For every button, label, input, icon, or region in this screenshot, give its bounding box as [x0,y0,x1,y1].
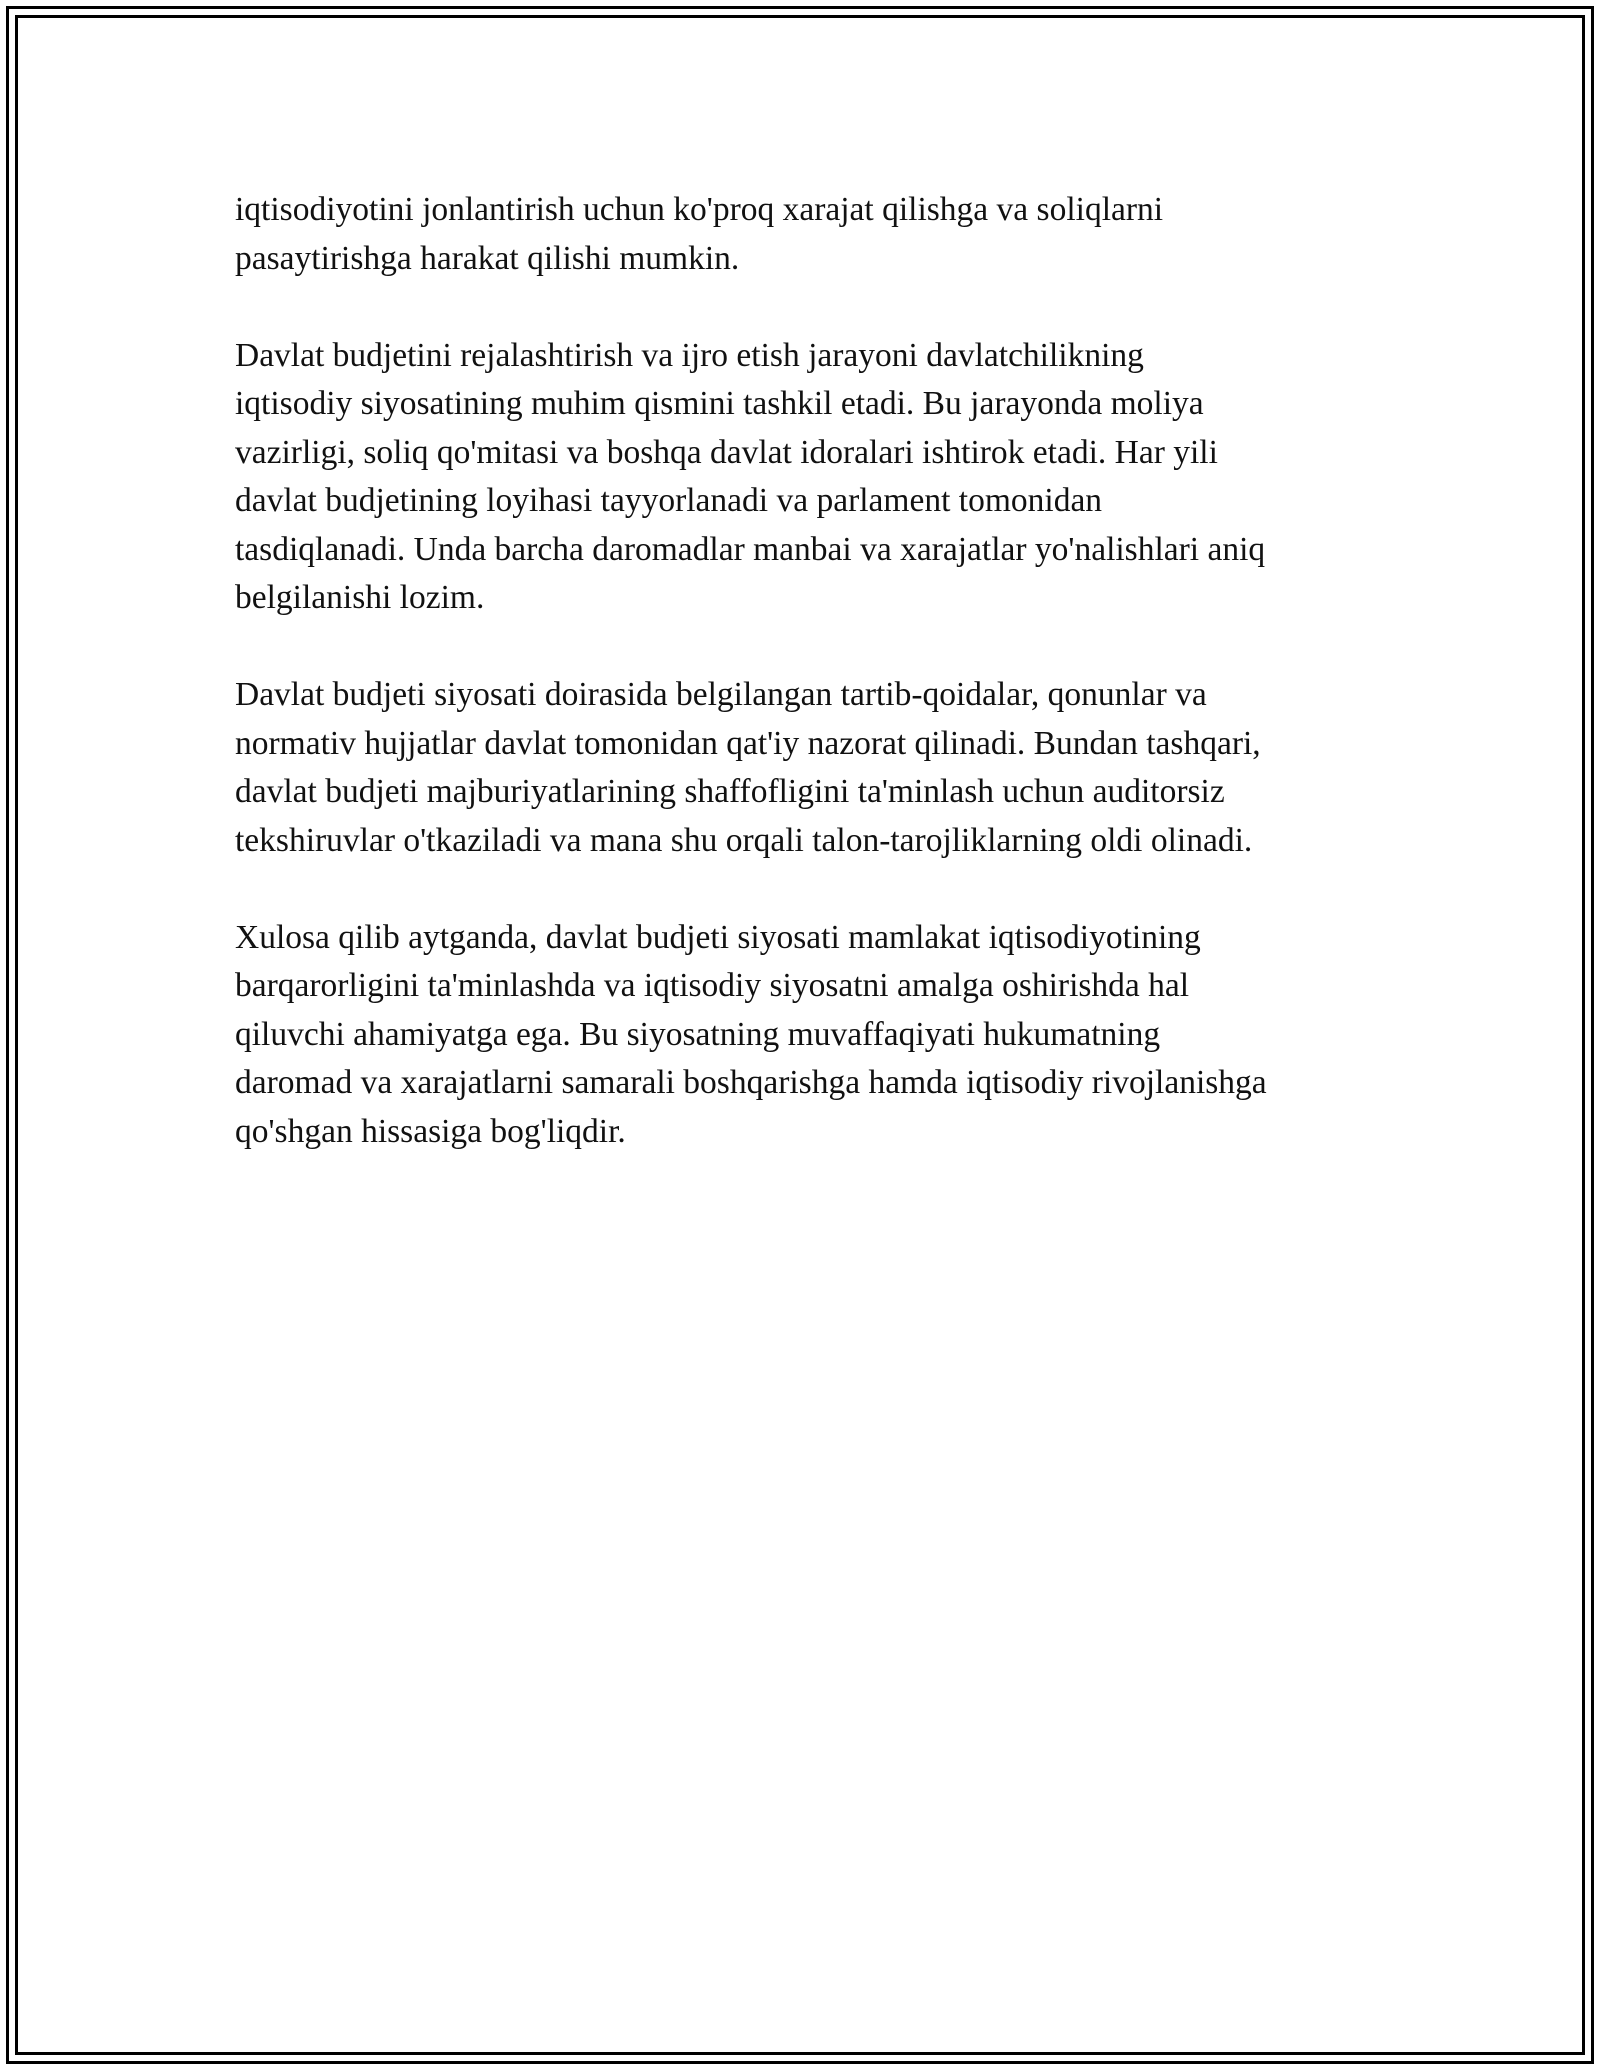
text-line: belgilanishi lozim. [235,579,485,616]
paragraph-3 [235,671,1385,865]
paragraph-1 [235,186,1385,283]
text-line: daromad va xarajatlarni samarali boshqarishga hamda iqtisodiy rivojlanishga [235,1064,1267,1101]
text-line: tekshiruvlar o'tkaziladi va mana shu orqali talon-tarojliklarning oldi olinadi. [235,821,1253,859]
text-line: Xulosa qilib aytganda, davlat budjeti siyosati mamlakat iqtisodiyotining [235,918,1201,956]
text-line: normativ hujjatlar davlat tomonidan qat'iy nazorat qilinadi. Bundan tashqari, [235,724,1261,762]
text-line: iqtisodiy siyosatining muhim qismini tashkil etadi. Bu jarayonda moliya [235,385,1204,422]
text-line: barqarorligini ta'minlashda va iqtisodiy siyosatni amalga oshirishda hal [235,967,1190,1004]
text-line: Davlat budjetini rejalashtirish va ijro etish jarayoni davlatchilikning [235,336,1144,374]
paragraph-4 [235,914,1385,1157]
text-line: iqtisodiyotini jonlantirish uchun ko'proq xarajat qilishga va soliqlarni [235,191,1164,228]
text-line: davlat budjeti majburiyatlarining shaffofligini ta'minlash uchun auditorsiz [235,773,1225,810]
text-line: qiluvchi ahamiyatga ega. Bu siyosatning muvaffaqiyati hukumatning [235,1015,1161,1053]
text-line: pasaytirishga harakat qilishi mumkin. [235,239,740,277]
text-line: qo'shgan hissasiga bog'liqdir. [235,1112,626,1150]
text-line: tasdiqlanadi. Unda barcha daromadlar manbai va xarajatlar yo'nalishlari aniq [235,530,1266,568]
text-line: Davlat budjeti siyosati doirasida belgilangan tartib-qoidalar, qonunlar va [235,676,1207,713]
paragraph-2 [235,332,1385,623]
text-line: vazirligi, soliq qo'mitasi va boshqa davlat idoralari ishtirok etadi. Har yili [235,433,1218,471]
document-body [235,186,1385,1156]
text-line: davlat budjetining loyihasi tayyorlanadi va parlament tomonidan [235,482,1103,519]
